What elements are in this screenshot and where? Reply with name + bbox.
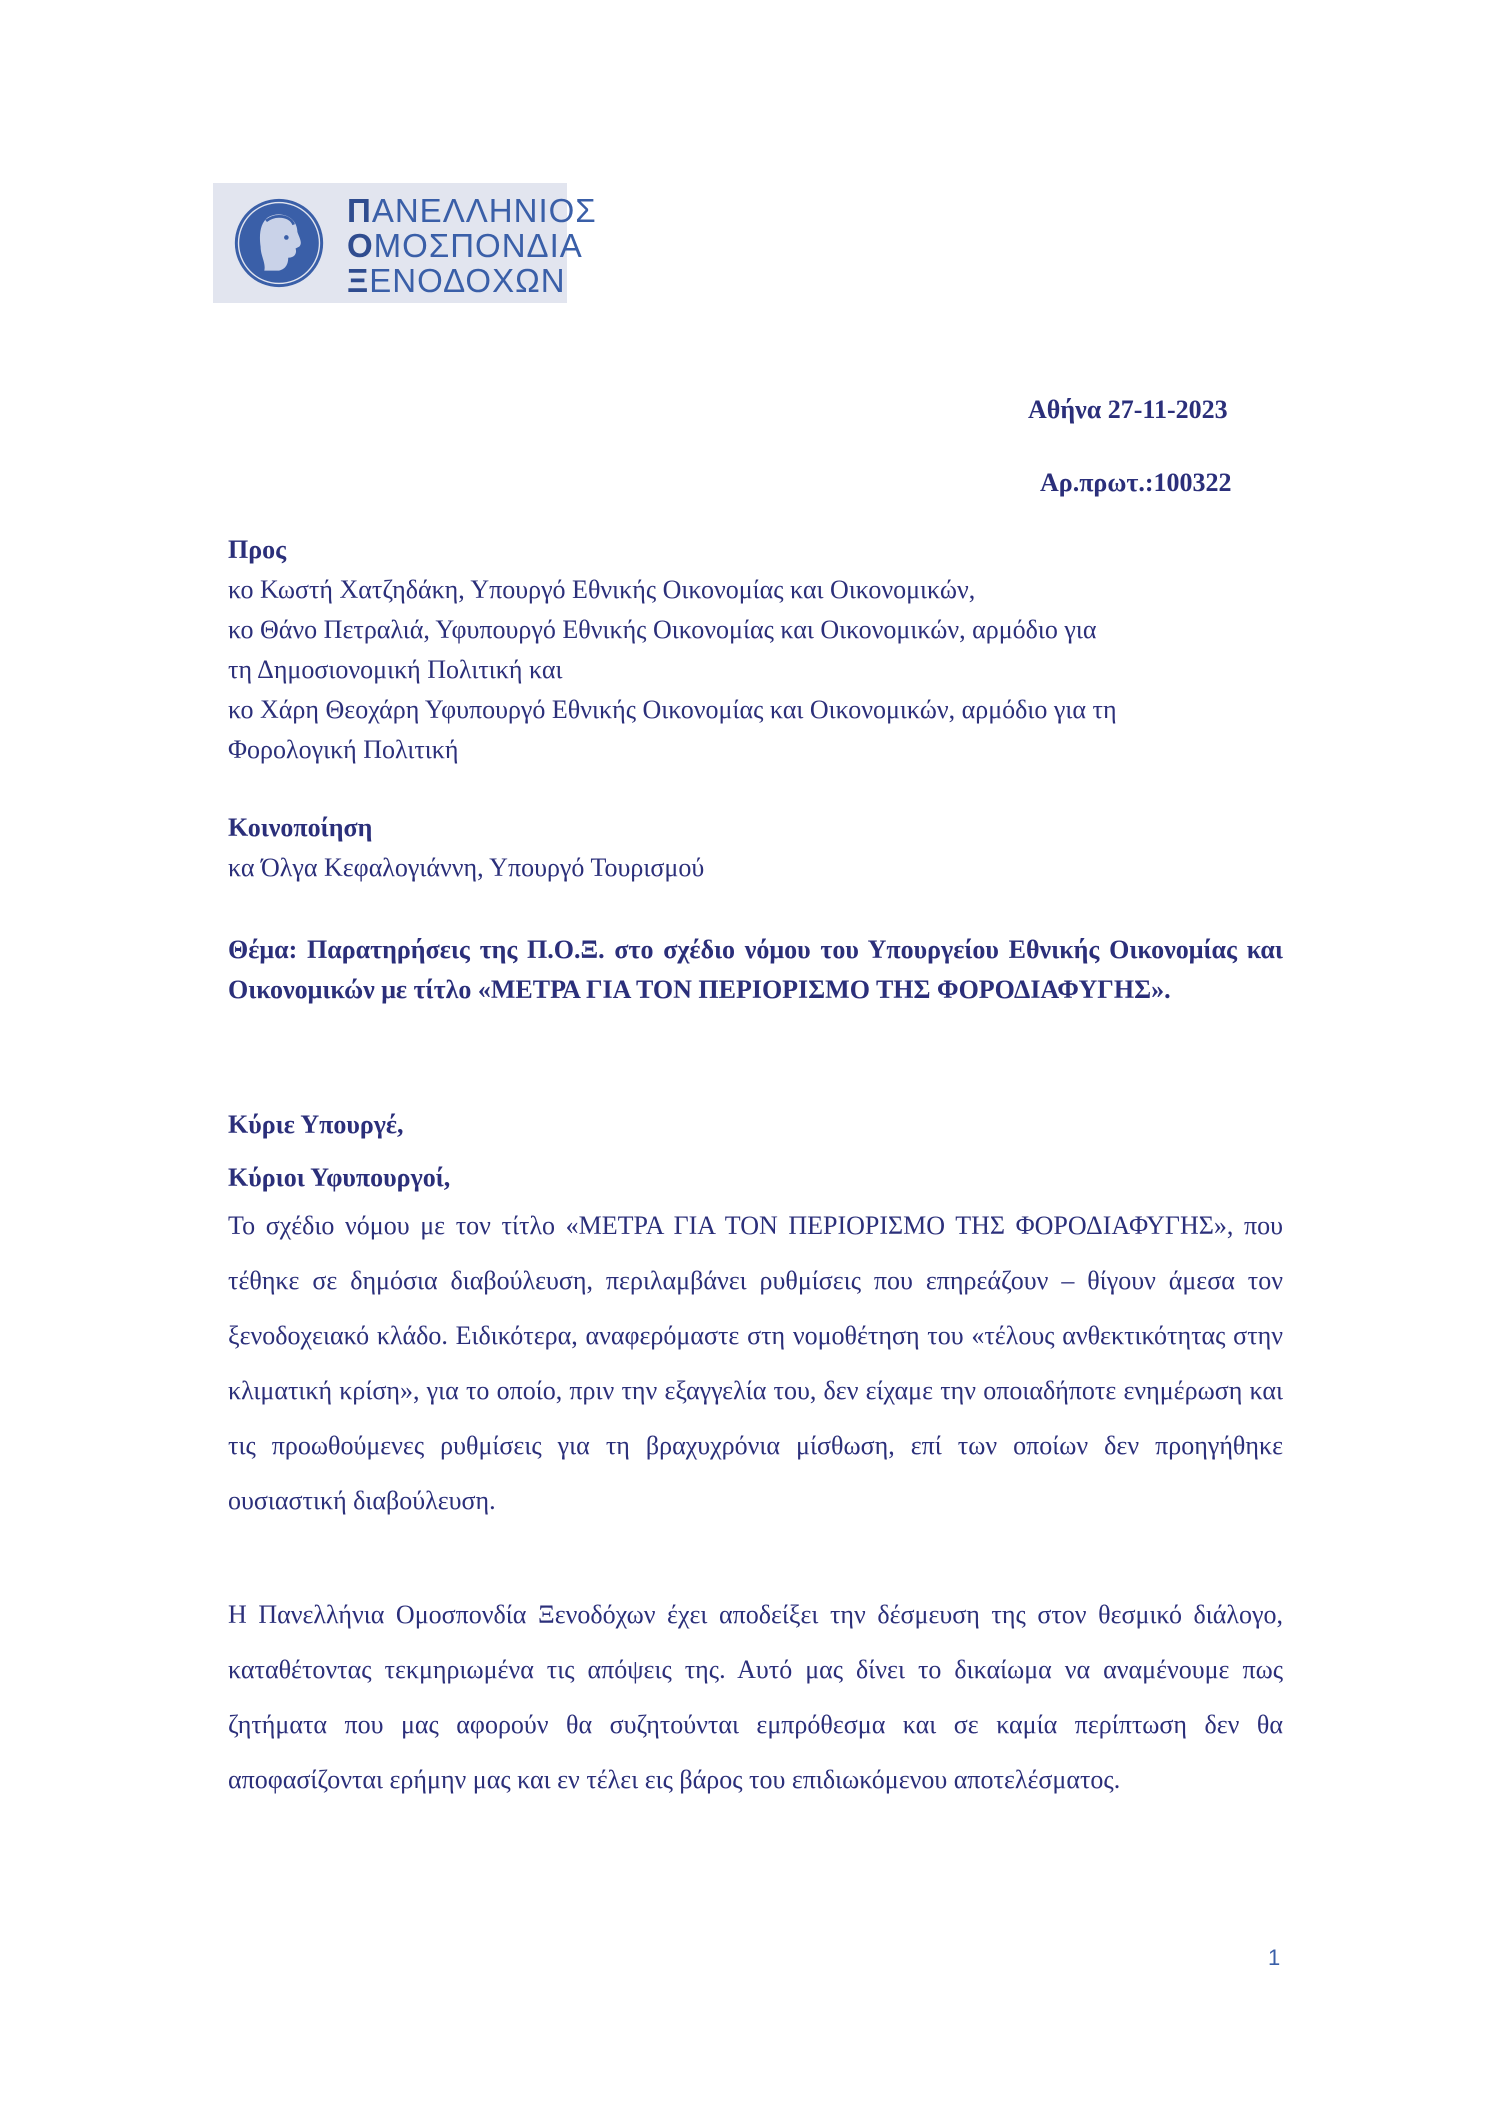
recipients-heading: Προς xyxy=(228,535,287,564)
salutation-minister: Κύριε Υπουργέ, xyxy=(228,1110,404,1139)
recipients-block xyxy=(228,530,1283,770)
cc-line: κα Όλγα Κεφαλογιάννη, Υπουργό Τουρισμού xyxy=(228,853,705,882)
recipient-line: τη Δημοσιονομική Πολιτική και xyxy=(228,655,563,684)
recipient-line: Φορολογική Πολιτική xyxy=(228,735,459,764)
body-paragraph-2: Η Πανελλήνια Ομοσπονδία Ξενοδόχων έχει αποδείξει την δέσμευση της στον θεσμικό διάλογο, καταθέτοντας τεκμηριωμένα τις απόψεις της. Αυτό μας δίνει το δικαίωμα να αναμένουμε πως ζητήματα που μας αφορούν θα συζητούνται εμπρόθεσμα και σε καμία περίπτωση δεν θα αποφασίζονται ερήμην μας και εν τέλει εις βάρος του επιδιωκόμενου αποτελέσματος. xyxy=(228,1600,1283,1794)
cc-block xyxy=(228,808,1283,888)
recipient-line: κο Κωστή Χατζηδάκη, Υπουργό Εθνικής Οικονομίας και Οικονομικών, xyxy=(228,575,976,604)
document-date: Αθήνα 27-11-2023 xyxy=(1028,395,1228,424)
salutation-deputies: Κύριοι Υφυπουργοί, xyxy=(228,1163,451,1192)
page-number: 1 xyxy=(1268,1945,1281,1970)
protocol-number: Αρ.πρωτ.:100322 xyxy=(1040,468,1232,497)
cc-heading: Κοινοποίηση xyxy=(228,813,373,842)
recipient-line: κο Θάνο Πετραλιά, Υφυπουργό Εθνικής Οικονομίας και Οικονομικών, αρμόδιο για xyxy=(228,615,1097,644)
subject-line: Θέμα: Παρατηρήσεις της Π.Ο.Ξ. στο σχέδιο νόμου του Υπουργείου Εθνικής Οικονομίας και Οικονομικών με τίτλο «ΜΕΤΡΑ ΓΙΑ ΤΟΝ ΠΕΡΙΟΡΙΣΜΟ ΤΗΣ ΦΟΡΟΔΙΑΦΥΓΗΣ». xyxy=(228,935,1283,1004)
organization-logo xyxy=(213,183,597,303)
body-paragraph-1: Το σχέδιο νόμου με τον τίτλο «ΜΕΤΡΑ ΓΙΑ ΤΟΝ ΠΕΡΙΟΡΙΣΜΟ ΤΗΣ ΦΟΡΟΔΙΑΦΥΓΗΣ», που τέθηκε σε δημόσια διαβούλευση, περιλαμβάνει ρυθμίσεις που επηρεάζουν – θίγουν άμεσα τον ξενοδοχειακό κλάδο. Ειδικότερα, αναφερόμαστε στη νομοθέτηση του «τέλους ανθεκτικότητας στην κλιματική κρίση», για το οποίο, πριν την εξαγγελία του, δεν είχαμε την οποιαδήποτε ενημέρωση και τις προωθούμενες ρυθμίσεις για τη βραχυχρόνια μίσθωση, επί των οποίων δεν προηγήθηκε ουσιαστική διαβούλευση. xyxy=(228,1211,1283,1515)
recipient-line: κο Χάρη Θεοχάρη Υφυπουργό Εθνικής Οικονομίας και Οικονομικών, αρμόδιο για τη xyxy=(228,695,1117,724)
classical-head-emblem-icon xyxy=(233,197,325,289)
logo-wordmark: ΠΑΝΕΛΛΗΝΙΟΣ ΟΜΟΣΠΟΝΔΙΑ ΞΕΝΟΔΟΧΩΝ xyxy=(347,192,597,299)
